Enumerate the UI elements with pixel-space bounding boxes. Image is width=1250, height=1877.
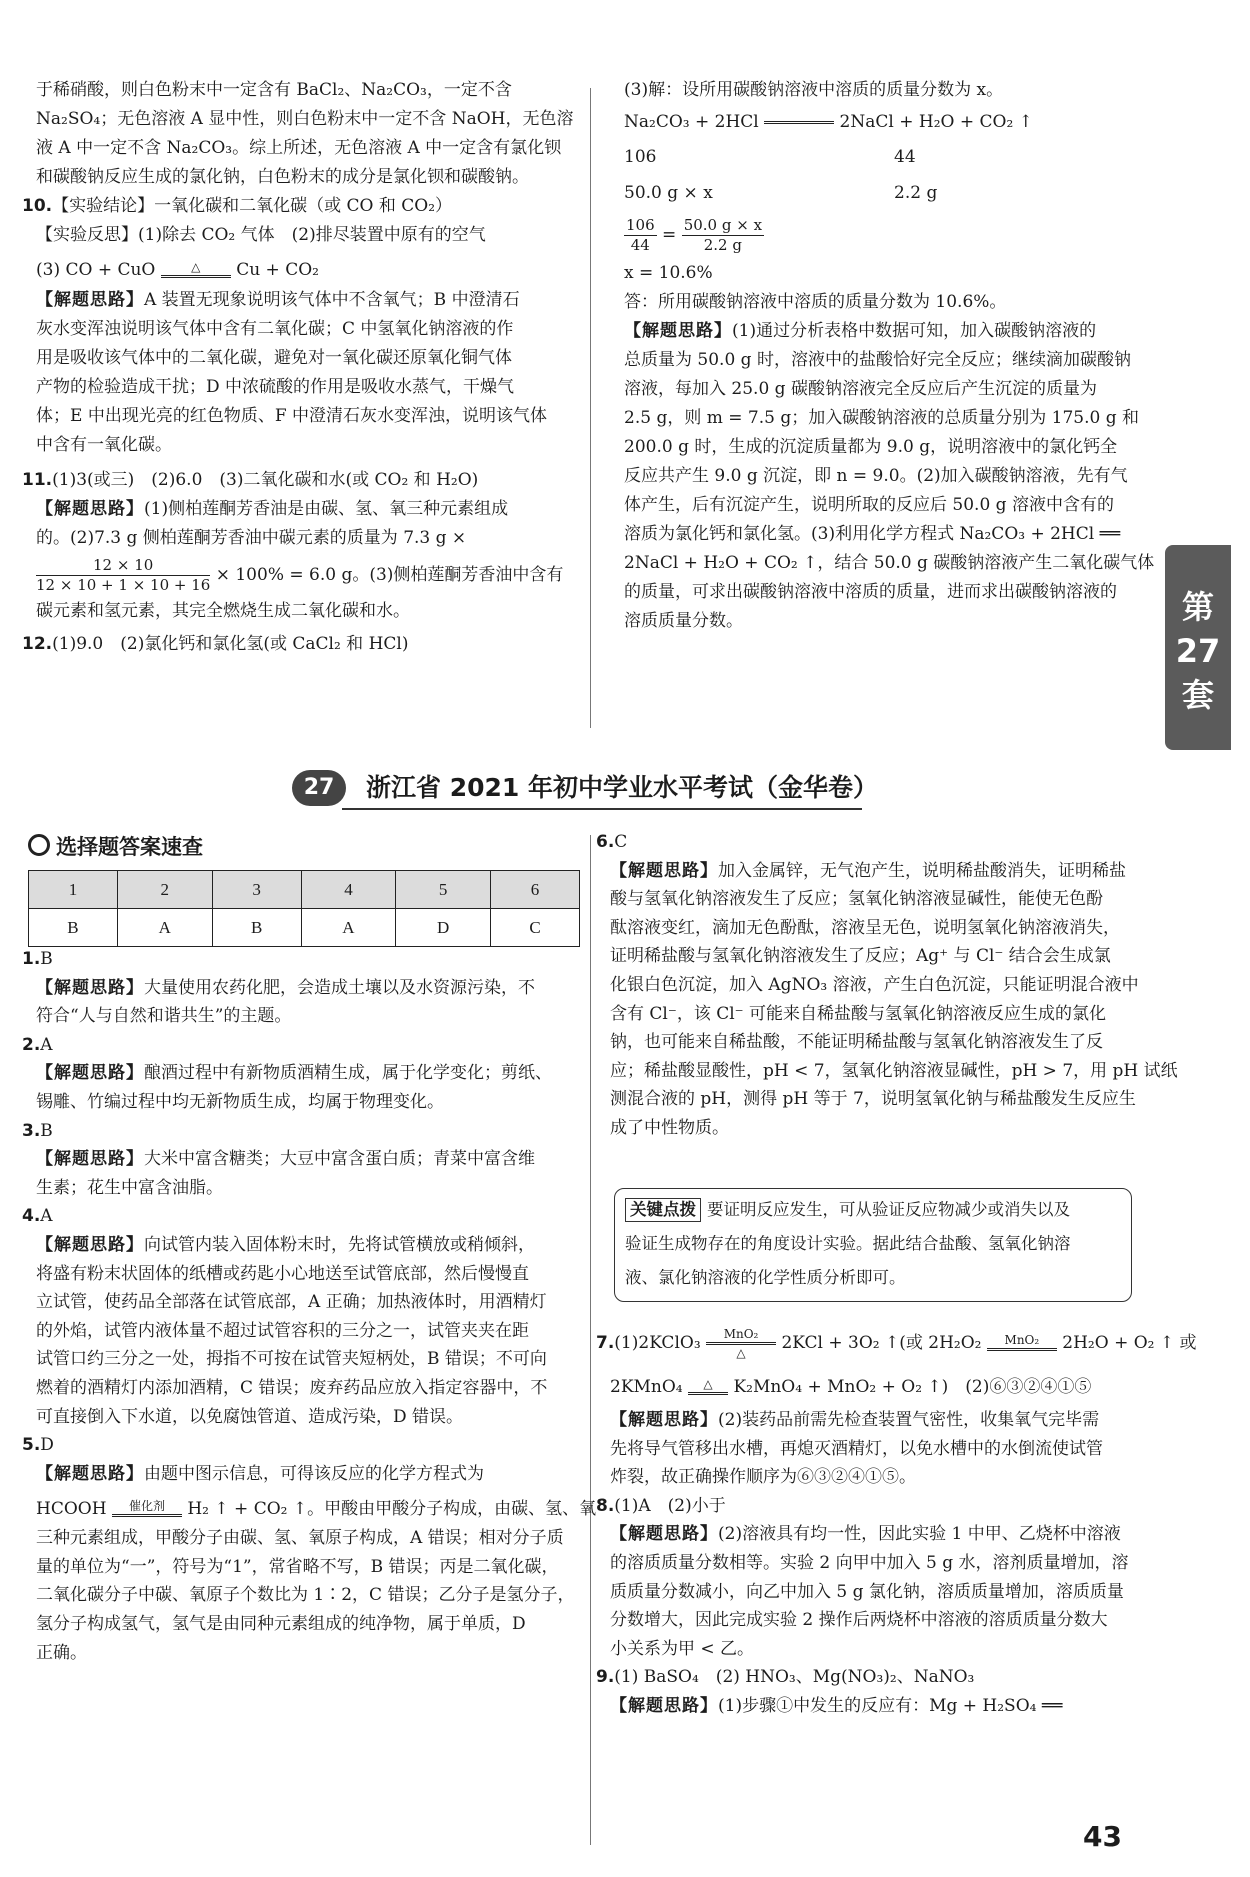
text-line: 质质量分数减小，向乙中加入 5 g 氯化钠，溶质质量增加，溶质质量: [610, 1581, 1124, 1602]
text-line: 【解题思路】(1)通过分析表格中数据可知，加入碳酸钠溶液的: [624, 321, 1097, 341]
text-line: 总质量为 50.0 g 时，溶液中的盐酸恰好完全反应；继续滴加碳酸钠: [624, 350, 1131, 370]
text-line: 【解题思路】(2)溶液具有均一性，因此实验 1 中甲、乙烧杯中溶液: [610, 1524, 1121, 1545]
text-line: Na₂SO₄；无色溶液 A 显中性，则白色粉末中一定不含 NaOH，无色溶: [36, 109, 574, 129]
solution-tag: 【解题思路】: [36, 1234, 144, 1255]
solution-tag: 【解题思路】: [36, 1463, 144, 1484]
solution-tag: 【解题思路】: [36, 290, 144, 310]
solution-tag: 【解题思路】: [610, 860, 718, 881]
text-line: 200.0 g 时，生成的沉淀质量都为 9.0 g，说明溶液中的氯化钙全: [624, 437, 1118, 457]
text-line: 体产生，后有沉淀产生，说明所取的反应后 50.0 g 溶液中含有的: [624, 495, 1114, 515]
question-5: 5.D: [22, 1435, 54, 1456]
banner-underline: [342, 808, 862, 810]
text-line: 可直接倒入下水道，以免腐蚀管道、造成污染，D 错误。: [36, 1406, 464, 1427]
table-cell: B: [29, 909, 118, 947]
text-line: 灰水变浑浊说明该气体中含有二氧化碳；C 中氢氧化钠溶液的作: [36, 319, 514, 339]
reaction-arrow: 催化剂: [112, 1500, 182, 1519]
question-number: 10.: [22, 196, 53, 216]
text-line: 【解题思路】大量使用农药化肥，会造成土壤以及水资源污染，不: [36, 977, 535, 998]
solution-tag: 【解题思路】: [624, 321, 732, 341]
text-line: 小关系为甲 < 乙。: [610, 1638, 755, 1659]
fraction: $\frac{12 \times 10}{12 \times 10 + 1 \times 10 + 16}$: [36, 556, 211, 594]
bottom-right-column-lower: [596, 1318, 1197, 1721]
text-line: 【解题思路】由题中图示信息，可得该反应的化学方程式为: [36, 1463, 484, 1484]
reaction-arrow: MnO₂ △: [706, 1328, 776, 1359]
table-cell: C: [491, 909, 580, 947]
text-line: 将盛有粉末状固体的纸槽或药匙小心地送至试管底部，然后慢慢直: [36, 1263, 529, 1284]
text-line: 溶质为氯化钙和氯化氢。(3)利用化学方程式 Na₂CO₃ + 2HCl ══: [624, 524, 1121, 544]
reaction-arrow: △: [688, 1378, 728, 1397]
q10-reflection: 【实验反思】(1)除去 CO₂ 气体 (2)排尽装置中原有的空气: [36, 225, 486, 245]
question-7-eq1: 7.(1)2KClO₃ MnO₂ △ 2KCl + 3O₂ ↑(或 2H₂O₂ MnO₂ 2H₂O + O₂ ↑ 或: [596, 1327, 1197, 1360]
question-number: 12.: [22, 634, 53, 654]
text-line: 氢分子构成氢气，氢气是由同种元素组成的纯净物，属于单质，D: [36, 1614, 526, 1635]
text-line: 的外焰，试管内液体量不超过试管容积的三分之一，试管夹夹在距: [36, 1320, 529, 1341]
reaction-arrow: △: [161, 261, 231, 280]
question-10: [22, 192, 582, 221]
text-line: 关键点拨 要证明反应发生，可从验证反应物减少或消失以及: [625, 1193, 1121, 1227]
solution-tag: 【解题思路】: [610, 1410, 718, 1430]
text-line: 化银白色沉淀，加入 AgNO₃ 溶液，产生白色沉淀，只能证明混合液中: [610, 974, 1139, 995]
text-line: 含有 Cl⁻，该 Cl⁻ 可能来自稀盐酸与氢氧化钠溶液反应生成的氯化: [610, 1003, 1107, 1024]
table-cell: 2: [117, 871, 212, 909]
text-line: 中含有一氧化碳。: [36, 435, 172, 455]
text-line: 立试管，使药品全部落在试管底部，A 正确；加热液体时，用酒精灯: [36, 1292, 547, 1313]
table-cell: 3: [212, 871, 301, 909]
table-row: [29, 909, 580, 947]
table-cell: 5: [396, 871, 491, 909]
answer-table: [28, 870, 580, 947]
top-right-column: [610, 76, 1155, 636]
key-tip-label: 关键点拨: [625, 1198, 701, 1222]
text-line: 【解题思路】(2)装药品前需先检查装置气密性，收集氧气完毕需: [610, 1410, 1100, 1430]
text-line: 的质量，可求出碳酸钠溶液中溶质的质量，进而求出碳酸钠溶液的: [624, 582, 1117, 602]
text-line: 酞溶液变红，滴加无色酚酞，溶液呈无色，说明氢氧化钠溶液消失，: [610, 917, 1120, 938]
text-line: 【解题思路】酿酒过程中有新物质酒精生成，属于化学变化；剪纸、: [36, 1063, 552, 1084]
text-line: 【解题思路】向试管内装入固体粉末时，先将试管横放或稍倾斜，: [36, 1234, 535, 1255]
text-line: 溶质质量分数。: [624, 611, 743, 631]
table-cell: D: [396, 909, 491, 947]
text-line: 【解题思路】加入金属锌，无气泡产生，说明稀盐酸消失，证明稀盐: [610, 860, 1126, 881]
solution-tag: 【解题思路】: [36, 1149, 144, 1170]
key-tip-box: [614, 1188, 1132, 1302]
set-number-tab: 第 27 套: [1165, 545, 1231, 750]
question-number: 11.: [22, 470, 53, 490]
question-2: 2.A: [22, 1034, 53, 1055]
exam-title: 浙江省 2021 年初中学业水平考试（金华卷）: [366, 773, 878, 802]
text-line: 体；E 中出现光亮的红色物质、F 中澄清石灰水变浑浊，说明该气体: [36, 406, 548, 426]
solution-tag: 【解题思路】: [610, 1524, 718, 1545]
question-6: 6.C: [596, 832, 628, 852]
question-7-eq2: 2KMnO₄ △ K₂MnO₄ + MnO₂ + O₂ ↑) (2)⑥③②④①⑤: [610, 1377, 1092, 1397]
fraction: $\frac{50.0 g \times x}{2.2 g}$: [683, 216, 763, 254]
q11-fraction-line: $\frac{12 \times 10}{12 \times 10 + 1 \times 10 + 16}$ × 100% = 6.0 g。(3)侧柏莲酮芳香油中含有: [36, 556, 564, 594]
text-line: 锡雕、竹编过程中均无新物质生成，均属于物理变化。: [36, 1091, 444, 1112]
text-line: 液、氯化钠溶液的化学性质分析即可。: [625, 1268, 906, 1287]
quick-answer-title: 选择题答案速查: [28, 832, 203, 862]
answer-line: 答：所用碳酸钠溶液中溶质的质量分数为 10.6%。: [624, 292, 1007, 312]
question-8: 8.(1)A (2)小于: [596, 1495, 726, 1516]
text-line: 钠，也可能来自稀盐酸，不能证明稀盐酸与氢氧化钠溶液发生了反: [610, 1032, 1103, 1053]
text-line: 【解题思路】A 装置无现象说明该气体中不含氧气；B 中澄清石: [36, 290, 520, 310]
text-line: 用是吸收该气体中的二氧化碳，避免对一氧化碳还原氧化铜气体: [36, 348, 512, 368]
text-line: 的。(2)7.3 g 侧柏莲酮芳香油中碳元素的质量为 7.3 g ×: [36, 528, 467, 548]
bottom-right-column: [596, 828, 1178, 1143]
question-12: 12.(1)9.0 (2)氯化钙和氯化氢(或 CaCl₂ 和 HCl): [22, 634, 409, 654]
question-11: 11.(1)3(或三) (2)6.0 (3)二氧化碳和水(或 CO₂ 和 H₂O): [22, 470, 479, 490]
q5-equation: HCOOH 催化剂 H₂ ↑ + CO₂ ↑。甲酸由甲酸分子构成，由碳、氢、氧: [36, 1499, 597, 1520]
calc-equation: Na₂CO₃ + 2HCl 2NaCl + H₂O + CO₂ ↑: [624, 112, 1033, 132]
table-cell: 4: [301, 871, 396, 909]
text-line: 证明稀盐酸与氢氧化钠溶液发生了反应；Ag⁺ 与 Cl⁻ 结合会生成氯: [610, 946, 1111, 967]
text-line: 符合“人与自然和谐共生”的主题。: [36, 1006, 292, 1027]
text-line: 2NaCl + H₂O + CO₂ ↑，结合 50.0 g 碳酸钠溶液产生二氧化碳气体: [624, 553, 1155, 573]
text-line: 炸裂，故正确操作顺序为⑥③②④①⑤。: [610, 1467, 916, 1488]
page-number: 43: [1083, 1820, 1122, 1853]
table-header-row: [29, 871, 580, 909]
text-line: 成了中性物质。: [610, 1117, 729, 1138]
question-9: 9.(1) BaSO₄ (2) HNO₃、Mg(NO₃)₂、NaNO₃: [596, 1667, 975, 1688]
solution-tag: 【解题思路】: [36, 1063, 144, 1084]
question-3: 3.B: [22, 1120, 53, 1141]
table-cell: 1: [29, 871, 118, 909]
mass-row: 50.0 g × x 2.2 g: [624, 183, 938, 203]
text-line: 测混合液的 pH，测得 pH 等于 7，说明氢氧化钠与稀盐酸发生反应生: [610, 1089, 1136, 1110]
text-line: (3)解：设所用碳酸钠溶液中溶质的质量分数为 x。: [624, 80, 1004, 100]
molar-mass-row: 106 44: [624, 147, 916, 167]
solution-tag: 【解题思路】: [610, 1695, 718, 1716]
text-line: 试管口约三分之一处，拇指不可按在试管夹短柄处，B 错误；不可向: [36, 1349, 547, 1370]
q10-conclusion: 【实验结论】一氧化碳和二氧化碳（或 CO 和 CO₂）: [52, 196, 453, 216]
magnifier-icon: [28, 834, 50, 856]
text-line: 产物的检验造成干扰；D 中浓硫酸的作用是吸收水蒸气，干燥气: [36, 377, 515, 397]
text-line: 的溶质质量分数相等。实验 2 向甲中加入 5 g 水，溶剂质量增加，溶: [610, 1552, 1129, 1573]
column-divider-bottom: [590, 835, 591, 1845]
text-line: 验证生成物存在的角度设计实验。据此结合盐酸、氢氧化钠溶: [625, 1234, 1071, 1253]
equals-bar: [764, 119, 834, 126]
solution-tag: 【解题思路】: [36, 977, 144, 998]
text-line: 和碳酸钠反应生成的氯化钠，白色粉末的成分是氯化钡和碳酸钠。: [36, 167, 529, 187]
solution-tag: 【解题思路】: [36, 499, 144, 519]
q10-equation: (3) CO + CuO △ Cu + CO₂: [36, 260, 319, 280]
column-divider-top: [590, 88, 591, 728]
text-line: 分数增大，因此完成实验 2 操作后两烧杯中溶液的溶质质量分数大: [610, 1610, 1108, 1631]
exam-banner: [292, 766, 878, 812]
text-line: 量的单位为“一”，符号为“1”，常省略不写，B 错误；丙是二氧化碳，: [36, 1556, 559, 1577]
table-cell: A: [301, 909, 396, 947]
text-line: 液 A 中一定不含 Na₂CO₃。综上所述，无色溶液 A 中一定含有氯化钡: [36, 138, 562, 158]
bottom-left-column: [22, 945, 597, 1667]
result-line: x = 10.6%: [624, 263, 713, 283]
proportion-line: $\frac{106}{44}$ = $\frac{50.0 g \times x}{2.2 g}$: [626, 216, 763, 254]
text-line: 溶液，每加入 25.0 g 碳酸钠溶液完全反应后产生沉淀的质量为: [624, 379, 1097, 399]
text-line: 先将导气管移出水槽，再熄灭酒精灯，以免水槽中的水倒流使试管: [610, 1438, 1103, 1459]
text-line: 酸与氢氧化钠溶液发生了反应；氢氧化钠溶液显碱性，能使无色酚: [610, 889, 1103, 910]
text-line: 三种元素组成，甲酸分子由碳、氢、氧原子构成，A 错误；相对分子质: [36, 1528, 564, 1549]
text-line: 二氧化碳分子中碳、氧原子个数比为 1∶2，C 错误；乙分子是氢分子，: [36, 1585, 575, 1606]
table-cell: B: [212, 909, 301, 947]
text-line: 【解题思路】大米中富含糖类；大豆中富含蛋白质；青菜中富含维: [36, 1149, 535, 1170]
text-line: 【解题思路】(1)侧柏莲酮芳香油是由碳、氢、氧三种元素组成: [36, 499, 509, 519]
question-1: 1.B: [22, 949, 53, 969]
table-cell: A: [117, 909, 212, 947]
text-line: 2.5 g，则 m = 7.5 g；加入碳酸钠溶液的总质量分别为 175.0 g 和: [624, 408, 1139, 428]
text-line: 碳元素和氢元素，其完全燃烧生成二氧化碳和水。: [36, 601, 410, 621]
text-line: 燃着的酒精灯内添加酒精，C 错误；废弃药品应放入指定容器中，不: [36, 1377, 548, 1398]
text-line: 生素；花生中富含油脂。: [36, 1177, 223, 1198]
text-line: 正确。: [36, 1642, 87, 1663]
text-line: 应；稀盐酸显酸性，pH < 7，氢氧化钠溶液显碱性，pH > 7，用 pH 试纸: [610, 1060, 1178, 1081]
top-left-column: [22, 76, 582, 659]
reaction-arrow: MnO₂: [987, 1334, 1057, 1353]
question-4: 4.A: [22, 1206, 53, 1227]
table-cell: 6: [491, 871, 580, 909]
set-badge: 27: [292, 770, 346, 806]
fraction: $\frac{106}{44}$: [626, 216, 655, 254]
text-line: 反应共产生 9.0 g 沉淀，即 n = 9.0。(2)加入碳酸钠溶液，先有气: [624, 466, 1128, 486]
text-line: 于稀硝酸，则白色粉末中一定含有 BaCl₂、Na₂CO₃，一定不含: [36, 80, 512, 100]
text-line: 【解题思路】(1)步骤①中发生的反应有：Mg + H₂SO₄ ══: [610, 1695, 1063, 1716]
